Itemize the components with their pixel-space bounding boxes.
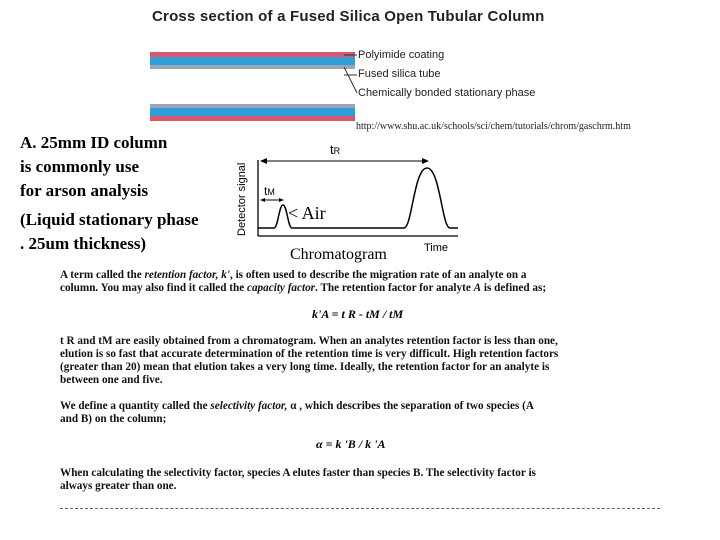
para4-line2: always greater than one. <box>60 480 177 492</box>
lower-phase <box>150 104 355 108</box>
tm-arrow-left <box>260 198 265 202</box>
para3-line2: and B) on the column; <box>60 413 167 425</box>
para2-line2: elution is so fast that accurate determination of the retention time is very difficult. High retention factors <box>60 348 559 360</box>
para3-line1: We define a quantity called the selectivity factor, α , which describes the separation of two species (A <box>60 400 534 412</box>
para2-line4: between one and five. <box>60 374 163 386</box>
bottom-divider <box>60 508 660 509</box>
tr-arrow-right <box>422 158 429 164</box>
air-label: < Air <box>288 203 326 223</box>
lower-silica <box>150 108 355 116</box>
upper-polyimide-top <box>150 52 355 57</box>
overlay-line-2: is commonly use <box>20 157 139 176</box>
pointer-phase <box>344 67 357 93</box>
detector-signal-label: Detector signal <box>236 162 248 236</box>
para1-line2: column. You may also find it called the capacity factor. The retention factor for analyte A is defined as; <box>60 282 547 294</box>
upper-silica <box>150 57 355 65</box>
selectivity-factor-equation: α = k 'B / k 'A <box>316 437 386 451</box>
tr-arrow-left <box>260 158 267 164</box>
para2-line1: t R and tM are easily obtained from a chromatogram. When an analytes retention factor is less than one, <box>60 335 558 347</box>
label-stationary-phase: Chemically bonded stationary phase <box>358 87 536 99</box>
overlay-line-5: . 25um thickness) <box>20 234 147 253</box>
lower-polyimide <box>150 116 355 121</box>
time-label: Time <box>424 242 449 254</box>
overlay-line-1: A. 25mm ID column <box>20 133 168 152</box>
tm-arrow-right <box>279 198 284 202</box>
retention-factor-equation: k'A = t R - tM / tM <box>312 307 404 321</box>
chromatogram-caption: Chromatogram <box>290 246 387 263</box>
para1-line1: A term called the retention factor, k', is often used to describe the migration rate of an analyte on a <box>60 269 527 281</box>
overlay-line-3: for arson analysis <box>20 181 149 200</box>
para2-line3: (greater than 20) mean that elution takes a very long time. Ideally, the retention factor for an analyte is <box>60 361 550 373</box>
para4-line1: When calculating the selectivity factor, species A elutes faster than species B. The selectivity factor is <box>60 467 536 479</box>
chromatogram-plot <box>258 158 458 236</box>
source-url: http://www.shu.ac.uk/schools/sci/chem/tutorials/chrom/gaschrm.htm <box>356 121 631 132</box>
upper-phase <box>150 65 355 69</box>
overlay-line-4: (Liquid stationary phase <box>20 210 199 229</box>
label-polyimide-coating: Polyimide coating <box>358 49 445 61</box>
tm-label: tM <box>264 184 275 198</box>
diagram-title: Cross section of a Fused Silica Open Tubular Column <box>152 8 545 25</box>
label-fused-silica-tube: Fused silica tube <box>358 68 441 80</box>
tr-label: tR <box>330 142 341 157</box>
